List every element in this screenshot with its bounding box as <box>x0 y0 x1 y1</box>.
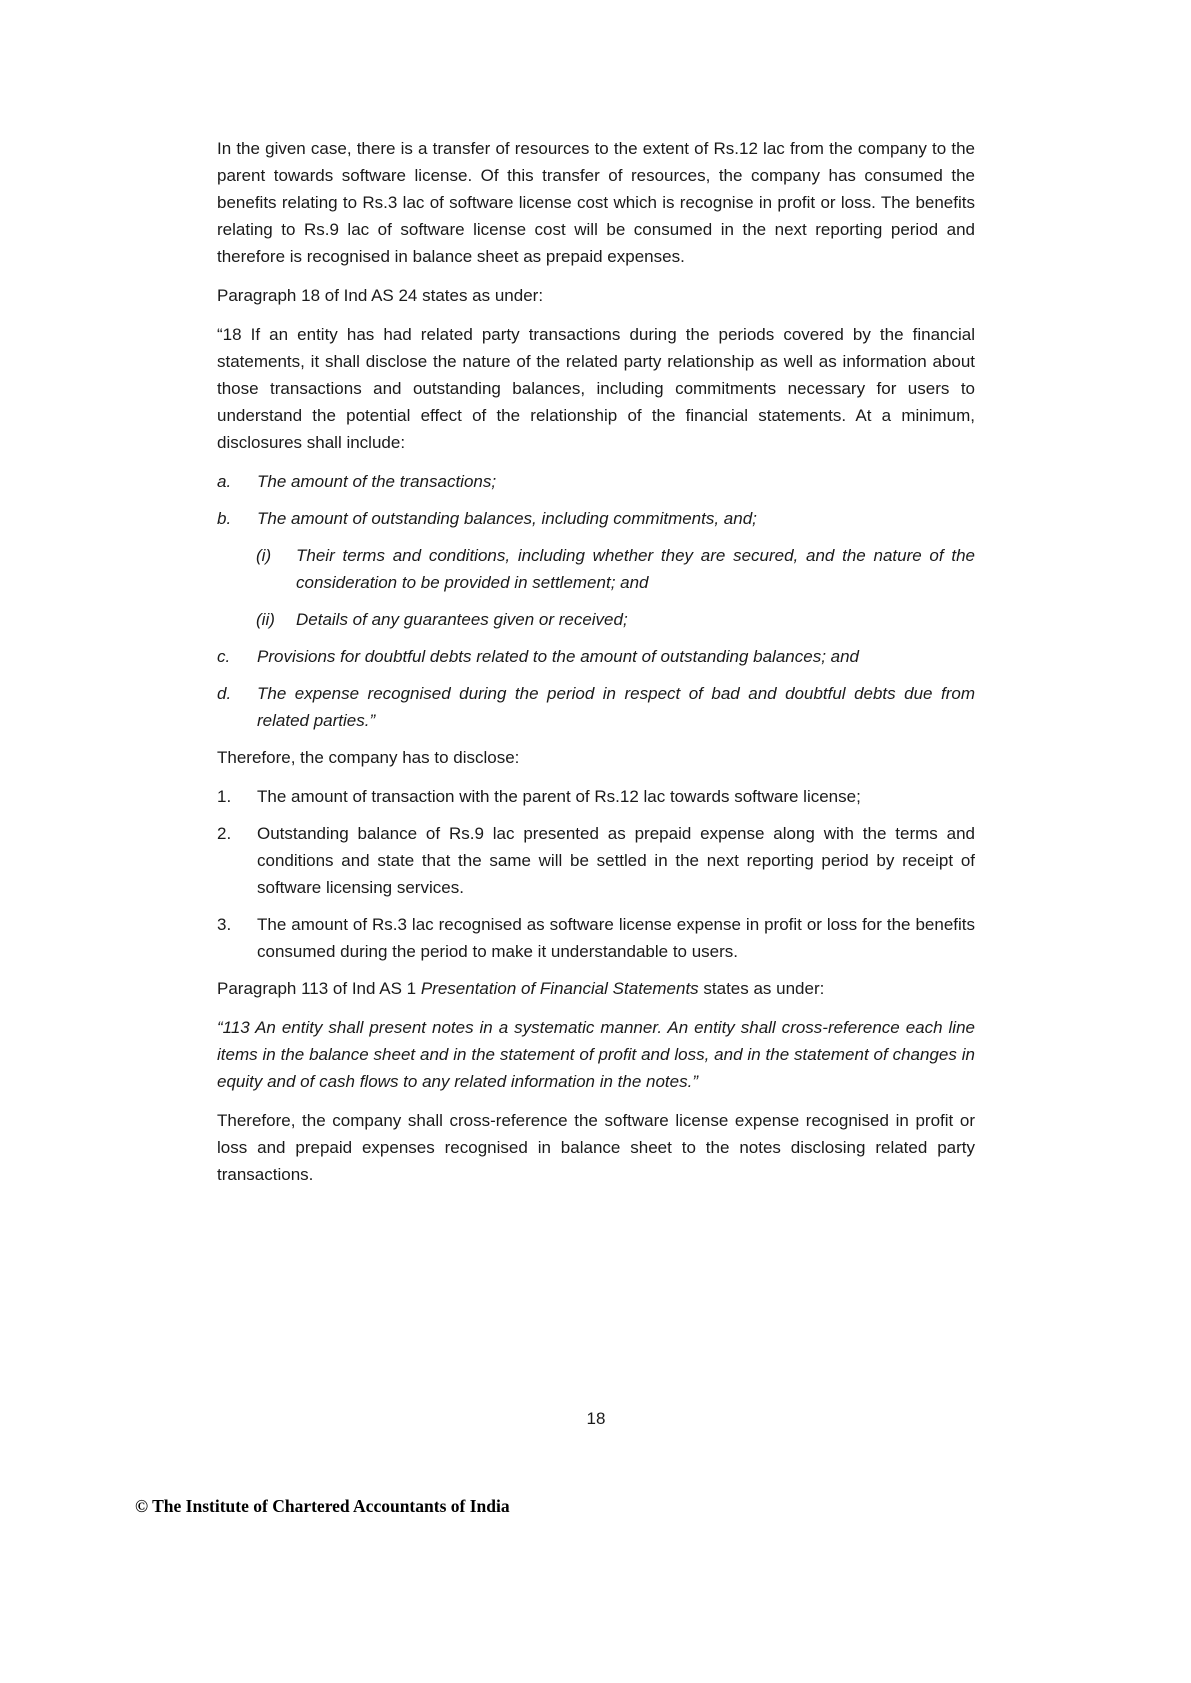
paragraph-disclose-lead: Therefore, the company has to disclose: <box>217 748 520 767</box>
list-item-text: Details of any guarantees given or received; <box>296 610 628 629</box>
sub-list-b <box>256 542 975 633</box>
list-marker: c. <box>217 647 231 666</box>
paragraph-113-lead-suffix: states as under: <box>698 979 825 998</box>
list-marker: d. <box>217 684 232 703</box>
list-item-text: Outstanding balance of Rs.9 lac presented as prepaid expense along with the terms and conditions and state that the same will be settled in the next reporting period by receipt of software licensing services. <box>257 824 975 897</box>
list-item-text: The amount of outstanding balances, including commitments, and; <box>257 509 757 528</box>
numbered-item-3 <box>217 911 975 965</box>
list-item-text: The amount of the transactions; <box>257 472 497 491</box>
paragraph-intro: In the given case, there is a transfer of resources to the extent of Rs.12 lac from the company to the parent towards software license. Of this transfer of resources, the company has consumed the benefits relating to Rs.3 lac of software license cost which is recognise in profit or loss. The benefits relating to Rs.9 lac of software license cost will be consumed in the next reporting period and therefore is recognised in balance sheet as prepaid expenses. <box>217 139 975 266</box>
numbered-item-2 <box>217 820 975 901</box>
list-item-a <box>217 468 975 495</box>
list-item-c <box>217 643 975 670</box>
list-marker: a. <box>217 472 232 491</box>
page-content <box>217 135 975 1200</box>
footer-copyright: © The Institute of Chartered Accountants of India <box>135 1496 510 1516</box>
paragraph-113-quote: “113 An entity shall present notes in a systematic manner. An entity shall cross-reference each line items in the balance sheet and in the statement of profit and loss, and in the statement of changes in equity and of cash flows to any related information in the notes.” <box>217 1018 975 1091</box>
list-marker: (i) <box>256 546 272 565</box>
list-item-text: The amount of Rs.3 lac recognised as software license expense in profit or loss for the benefits consumed during the period to make it understandable to users. <box>257 915 975 961</box>
list-marker: 3. <box>217 915 232 934</box>
list-marker: 1. <box>217 787 232 806</box>
paragraph-113-lead <box>217 975 975 1002</box>
paragraph-18-quote: “18 If an entity has had related party transactions during the periods covered by the financial statements, it shall disclose the nature of the related party relationship as well as information about those transactions and outstanding balances, including commitments necessary for users to understand the potential effect of the relationship of the financial statements. At a minimum, disclosures shall include: <box>217 325 975 452</box>
paragraph-18-lead: Paragraph 18 of Ind AS 24 states as under: <box>217 286 544 305</box>
list-item-text: Provisions for doubtful debts related to the amount of outstanding balances; and <box>257 647 860 666</box>
numbered-item-1 <box>217 783 975 810</box>
list-item-b <box>217 505 975 532</box>
paragraph-conclusion: Therefore, the company shall cross-reference the software license expense recognised in profit or loss and prepaid expenses recognised in balance sheet to the notes disclosing related party transactions. <box>217 1111 975 1184</box>
list-item-text: Their terms and conditions, including whether they are secured, and the nature of the consideration to be provided in settlement; and <box>296 546 975 592</box>
paragraph-113-lead-prefix: Paragraph 113 of Ind AS 1 <box>217 979 421 998</box>
list-item-b-i <box>256 542 975 596</box>
list-item-b-ii <box>256 606 975 633</box>
list-marker: (ii) <box>256 610 275 629</box>
list-item-text: The amount of transaction with the parent of Rs.12 lac towards software license; <box>257 787 861 806</box>
page-number: 18 <box>586 1409 606 1428</box>
list-marker: b. <box>217 509 232 528</box>
list-item-d <box>217 680 975 734</box>
list-marker: 2. <box>217 824 232 843</box>
list-item-text: The expense recognised during the period in respect of bad and doubtful debts due from related parties.” <box>257 684 975 730</box>
paragraph-113-lead-title: Presentation of Financial Statements <box>420 979 699 998</box>
